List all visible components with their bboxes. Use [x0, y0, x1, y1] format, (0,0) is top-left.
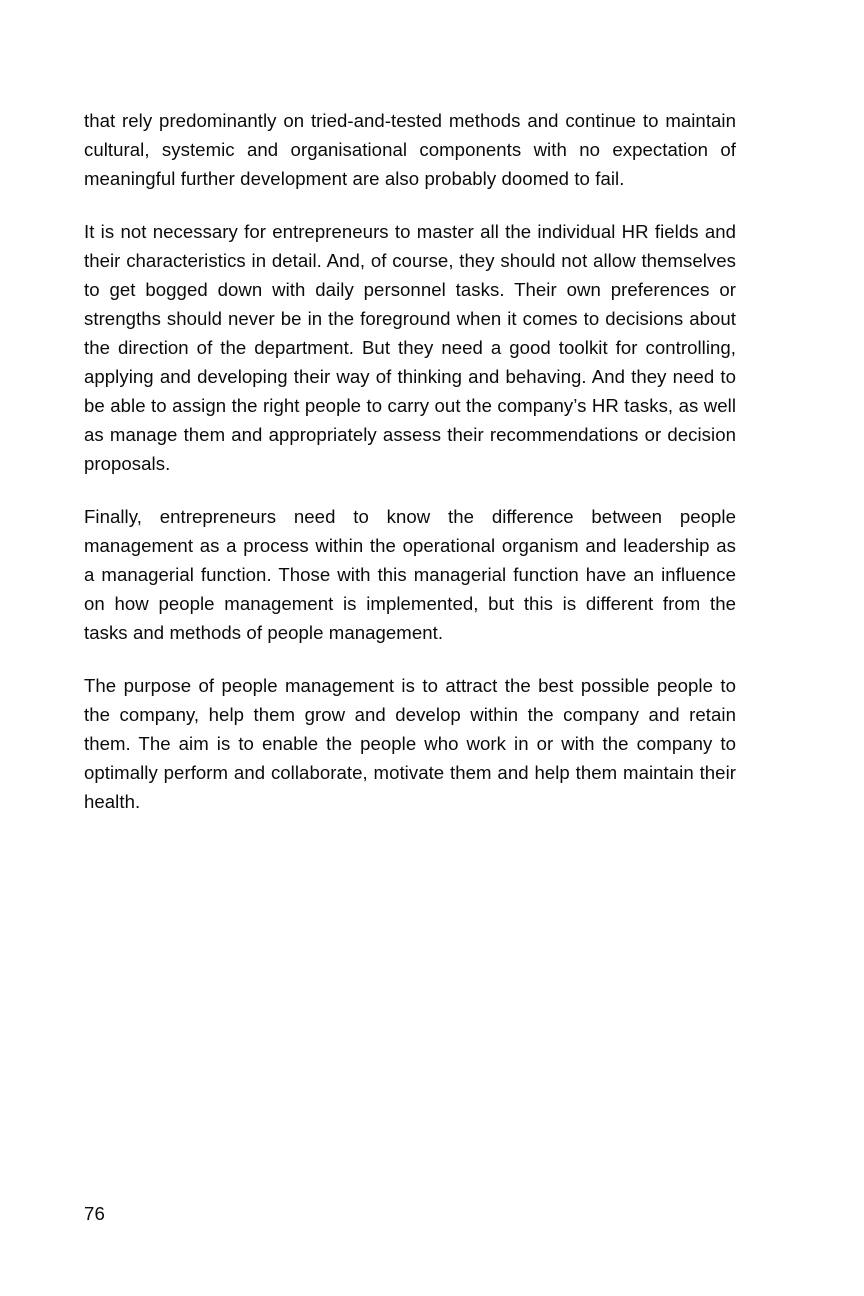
body-text-column — [84, 106, 736, 816]
body-paragraph-3: Finally, entrepreneurs need to know the difference between people management as a process within the operational organism and leadership as a managerial function. Those with this managerial function have an influence on how people management is implemented, but this is different from the tasks and methods of people management. — [84, 506, 736, 643]
body-paragraph-1: that rely predominantly on tried-and-tested methods and continue to maintain cultural, systemic and organisational components with no expectation of meaningful further development are also probably doomed to fail. — [84, 110, 736, 189]
body-paragraph-2: It is not necessary for entrepreneurs to master all the individual HR fields and their characteristics in detail. And, of course, they should not allow themselves to get bogged down with daily personnel tasks. Their own preferences or strengths should never be in the foreground when it comes to decisions about the direction of the department. But they need a good toolkit for controlling, applying and developing their way of thinking and behaving. And they need to be able to assign the right people to carry out the company’s HR tasks, as well as manage them and appropriately assess their recommendations or decision proposals. — [84, 221, 736, 474]
page-number: 76 — [84, 1203, 106, 1224]
body-paragraph-4: The purpose of people management is to attract the best possible people to the company, help them grow and develop within the company and retain them. The aim is to enable the people who work in or with the company to optimally perform and collaborate, motivate them and help them maintain their health. — [84, 675, 736, 812]
